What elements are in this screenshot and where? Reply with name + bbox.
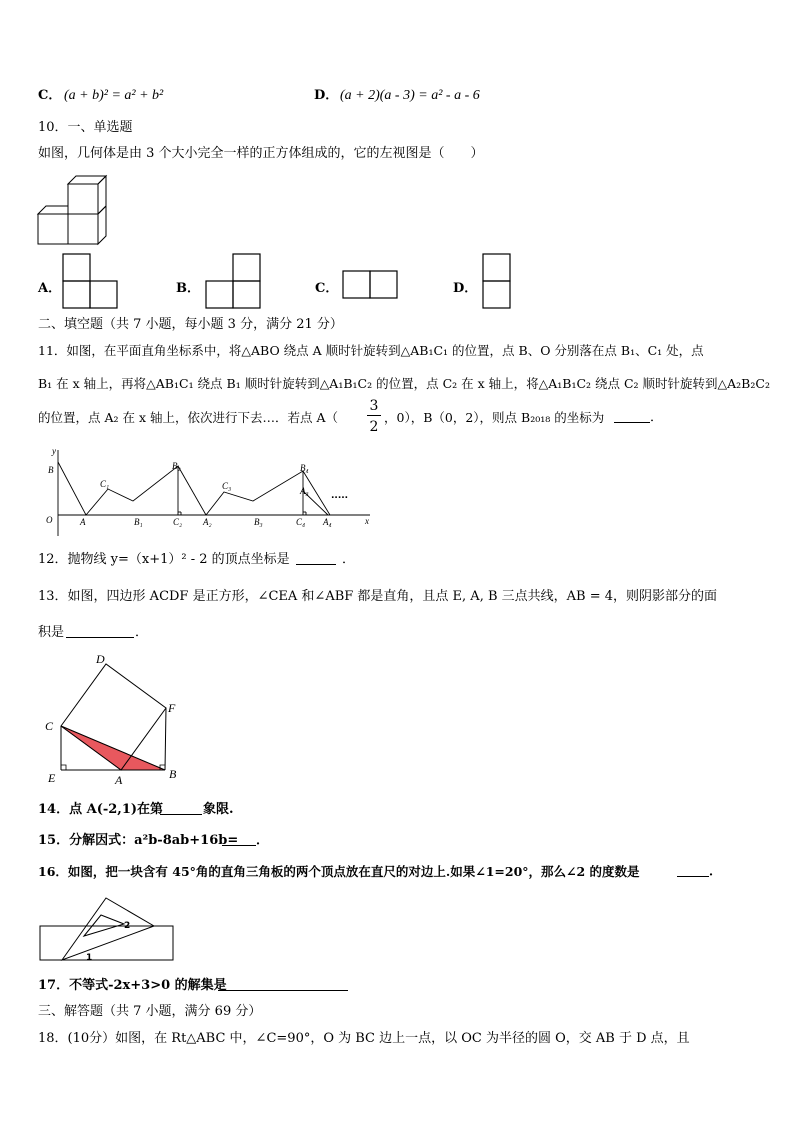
q11-line-3b: ，0），B（0，2），则点 B₂₀₁₈ 的坐标为: [384, 410, 605, 425]
label-a: A: [115, 773, 123, 787]
q11-line-3a: 的位置，点 A₂ 在 x 轴上，依次进行下去…．若点 A（: [38, 410, 338, 425]
q14-answer-blank: [160, 802, 202, 815]
label-c3: C₃: [222, 481, 232, 491]
q11-fraction-numerator: 3: [369, 398, 379, 414]
origin-label: O: [46, 515, 53, 525]
q10-option-c-label: C．: [315, 281, 339, 296]
option-d-label: D．: [314, 88, 339, 103]
label-c: C: [45, 719, 54, 733]
label-c2: C₂: [173, 517, 183, 527]
q12-answer-blank: [296, 552, 336, 565]
q11-fraction-bar: [367, 415, 381, 416]
q10-option-c-figure: [342, 270, 398, 299]
label-b: B: [48, 465, 54, 475]
section-3-heading: 三、解答题（共 7 小题，满分 69 分）: [38, 1004, 262, 1019]
q11-line-2: B₁ 在 x 轴上，再将△AB₁C₁ 绕点 B₁ 顺时针旋转到△A₁B₁C₂ 的位置，点 C₂ 在 x 轴上，将△A₁B₁C₂ 绕点 C₂ 顺时针旋转到△A₂B₂C₂: [38, 376, 770, 391]
q12-text: 12．抛物线 y=（x+1）² - 2 的顶点坐标是: [38, 552, 290, 567]
q10-header: 10．一、单选题: [38, 120, 133, 135]
label-c4: C₄: [296, 517, 306, 527]
q12-tail: ．: [342, 552, 356, 567]
q10-solid-figure: [36, 175, 116, 247]
q18-text: 18．(10分）如图，在 Rt△ABC 中，∠C=90°，O 为 BC 边上一点，以 OC 为半径的圆 O，交 AB 于 D 点，且: [38, 1031, 690, 1046]
q17-answer-blank: [218, 978, 348, 991]
q10-option-d-label: D．: [453, 281, 478, 296]
label-b1: B₁: [134, 517, 143, 527]
q11-rotation-figure: [38, 446, 382, 538]
label-e: E: [48, 771, 56, 785]
x-axis-label: x: [365, 516, 369, 526]
angle-2-label: 2: [124, 921, 131, 931]
q10-option-d-figure: [482, 253, 511, 309]
label-d: D: [96, 652, 105, 666]
q16-answer-blank: [677, 864, 709, 877]
section-2-heading: 二、填空题（共 7 小题，每小题 3 分，满分 21 分）: [38, 317, 343, 332]
label-a: A: [80, 517, 86, 527]
q13-line-2: 积是: [38, 625, 65, 640]
q16-tail: ．: [709, 864, 723, 879]
q16-text: 16．如图，把一块含有 45°角的直角三角板的两个顶点放在直尺的对边上.如果∠1=20°，那么∠2 的度数是: [38, 864, 640, 879]
q17-text: 17．不等式-2x+3>0 的解集是: [38, 978, 227, 993]
label-b: B: [169, 767, 177, 781]
q14-text: 14．点 A(-2,1)在第: [38, 802, 164, 817]
label-a4: A₄: [323, 517, 332, 527]
q10-option-b-figure: [205, 253, 261, 309]
q10-option-a-label: A．: [38, 281, 62, 296]
q15-text: 15．分解因式：a²b-8ab+16b=: [38, 833, 239, 848]
q15-answer-blank: [222, 833, 256, 846]
option-c-label: C．: [38, 88, 62, 103]
continuation-dots: .....: [331, 491, 349, 501]
q11-answer-blank: [614, 410, 650, 423]
q11-fraction-denominator: 2: [369, 419, 379, 435]
label-b4: B₄: [300, 463, 309, 473]
option-c-expression: (a + b)² = a² + b²: [64, 88, 164, 103]
angle-1-label: 1: [86, 953, 93, 963]
option-d-expression: (a + 2)(a - 3) = a² - a - 6: [340, 88, 480, 103]
q13-line-1: 13．如图，四边形 ACDF 是正方形，∠CEA 和∠ABF 都是直角，且点 E, A, B 三点共线，AB = 4，则阴影部分的面: [38, 589, 718, 604]
label-b3: B₃: [254, 517, 263, 527]
label-b2: B₂: [172, 461, 181, 471]
q13-square-figure: [42, 650, 192, 788]
q13-answer-blank: [66, 625, 134, 638]
label-f: F: [168, 701, 176, 715]
label-a3: A₃: [300, 486, 309, 496]
y-axis-label: y: [52, 446, 56, 456]
q11-line-3c: ．: [650, 410, 664, 425]
label-a2: A₂: [203, 517, 212, 527]
q11-line-1: 11．如图，在平面直角坐标系中，将△ABO 绕点 A 顺时针旋转到△AB₁C₁ 的位置，点 B、O 分别落在点 B₁、C₁ 处，点: [38, 343, 704, 358]
q15-tail: ．: [256, 833, 270, 848]
q10-option-b-label: B．: [176, 281, 200, 296]
q14-tail: 象限.: [203, 802, 234, 817]
q10-option-a-figure: [62, 253, 118, 309]
q16-ruler-triangle-figure: [38, 890, 178, 966]
label-c1: C₁: [100, 479, 110, 489]
q10-stem: 如图，几何体是由 3 个大小完全一样的正方体组成的，它的左视图是（ ）: [38, 146, 484, 161]
q13-tail: ．: [135, 625, 149, 640]
